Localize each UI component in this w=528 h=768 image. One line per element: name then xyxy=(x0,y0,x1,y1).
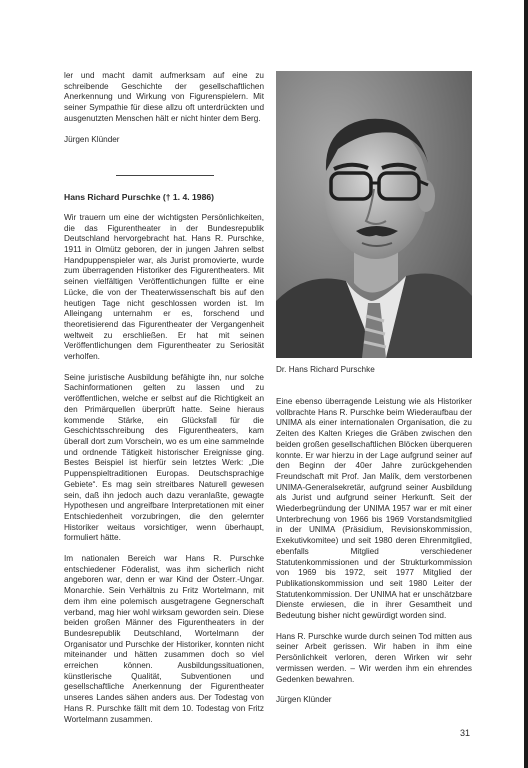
obituary-paragraph-1: Wir trauern um eine der wichtigsten Persönlichkeiten, die das Figurentheater in der Bundesrepublik Deutschland hervorgebracht hat. Hans R. Purschke, 1911 in Olmütz geboren, der in jungen Jahren selbst Handpuppenspieler war, als Jurist promovierte, wurde zum überragenden Historiker des Figurentheaters. Mit seinen vielfältigen Veröffentlichungen füllte er eine Lücke, die von der Theaterwissenschaft bis auf den heutigen Tage nicht geschlossen worden ist. Im Alleingang unternahm er es, forschend und theoretisierend das Figurentheater der Vergangenheit weltweit zu erschließen. Er hat mit seinen Veröffentlichungen dem Figurentheater zu Seriosität verholfen. xyxy=(64,212,264,362)
page-number: 31 xyxy=(460,728,471,738)
photo-caption: Dr. Hans Richard Purschke xyxy=(276,365,375,374)
obituary-paragraph-2: Seine juristische Ausbildung befähigte ihn, nur solche Sachinformationen gelten zu lassen und zu veröffentlichen, welche er selbst auf die Richtigkeit an den Primärquellen überprüft hatte. Seine hieraus kommende Stärke, ein Glücksfall für die Geschichtsschreibung des Figurentheaters, kam überall dort zum Vorschein, wo es um eine sammelnde und ordnende Tätigkeit historischer Ereignisse ging. Bestes Beispiel ist hierfür sein letztes Werk: „Die Puppenspieltraditionen Europas. Deutschsprachige Gebiete“. Es mag sein streitbares Naturell gewesen sein, daß ihn jedoch auch dazu veranlaßte, gewagte Hypothesen und angreifbare Interpretationen mit einer Entschiedenheit vorzubringen, die den gelernter Historiker weitaus vorsichtiger, wenn überhaupt, formuliert hätte. xyxy=(64,372,264,543)
signature: Jürgen Klünder xyxy=(64,134,120,144)
section-divider xyxy=(116,175,214,176)
intro-paragraph: ler und macht damit aufmerksam auf eine zu schreibende Geschichte der gesellschaftlichen Anerkennung und Wirkung von Figurenspielern. Mit seiner Sympathie für diese allzu oft unterdrückten und ausgenutzten Menschen hält er nicht hinter dem Berg. xyxy=(64,71,264,123)
left-column xyxy=(64,71,264,735)
right-column xyxy=(276,397,472,716)
obituary-heading: Hans Richard Purschke († 1. 4. 1986) xyxy=(64,192,214,203)
scan-edge xyxy=(524,0,528,768)
portrait-image xyxy=(276,71,472,358)
right-paragraph-1: Eine ebenso überragende Leistung wie als Historiker vollbrachte Hans R. Purschke beim Wiederaufbau der UNIMA als einer internationalen Organisation, die zu Zeiten des Kalten Krieges die Gräben zwischen den beiden großen gesellschaftlichen Blöcken überqueren konnte. Er war hierzu in der Lage aufgrund seiner auf den Beginn der 40er Jahre zurückgehenden Freundschaft mit Prof. Jan Malík, dem verstorbenen UNIMA-Generalsekretär, aufgrund seiner Ausbildung als Jurist und aufgrund seiner Herkunft. Seit der Wiederbegründung der UNIMA 1957 war er mit einer Unterbrechung von 1966 bis 1969 Vorstandsmitglied in der UNIMA (Präsidium, Revisionskommission, Exekutivkomitee) und seit 1980 deren Ehrenmitglied, ebenfalls Mitglied verschiedener Statutenkommissionen und der Strukturkommission von 1969 bis 1972, seit 1977 Mitglied der Publikationskommission und seit 1980 Leiter der Statutenkommission. Der UNIMA hat er unschätzbare Dienste erwiesen, die in ihrer Gesamtheit und Bedeutung bisher nicht gewürdigt worden sind. xyxy=(276,397,472,621)
right-paragraph-2: Hans R. Purschke wurde durch seinen Tod mitten aus seiner Arbeit gerissen. Wir haben in ihm eine Persönlichkeit verloren, deren Wirken wir sehr vermissen werden. – Wir werden ihm ein ehrendes Gedenken bewahren. xyxy=(276,631,472,684)
portrait-photo xyxy=(276,71,472,358)
obituary-paragraph-3: Im nationalen Bereich war Hans R. Purschke entschiedener Föderalist, was ihm sicherlich nicht angeboren war, denn er war Kind der Österr.-Ungar. Monarchie. Sein Verhältnis zu Fritz Wortelmann, mit dem ihm eine polemisch ausgetragene Gegnerschaft verband, mag hier wohl wirksam geworden sein. Diese beiden großen Männer des Figurentheaters in der Bundesrepublik Deutschland, Wortelmann der Organisator und Purschke der Historiker, konnten nicht miteinander und hätten zusammen doch so viel erreichen können. Ausbildungssituationen, künstlerische Qualität, Subventionen und gesellschaftliche Anerkennung der Figurentheater unseres Landes sähen anders aus. Der Todestag von Hans R. Purschke fällt mit dem 10. Todestag von Fritz Wortelmann zusammen. xyxy=(64,554,264,724)
signature: Jürgen Klünder xyxy=(276,695,332,705)
